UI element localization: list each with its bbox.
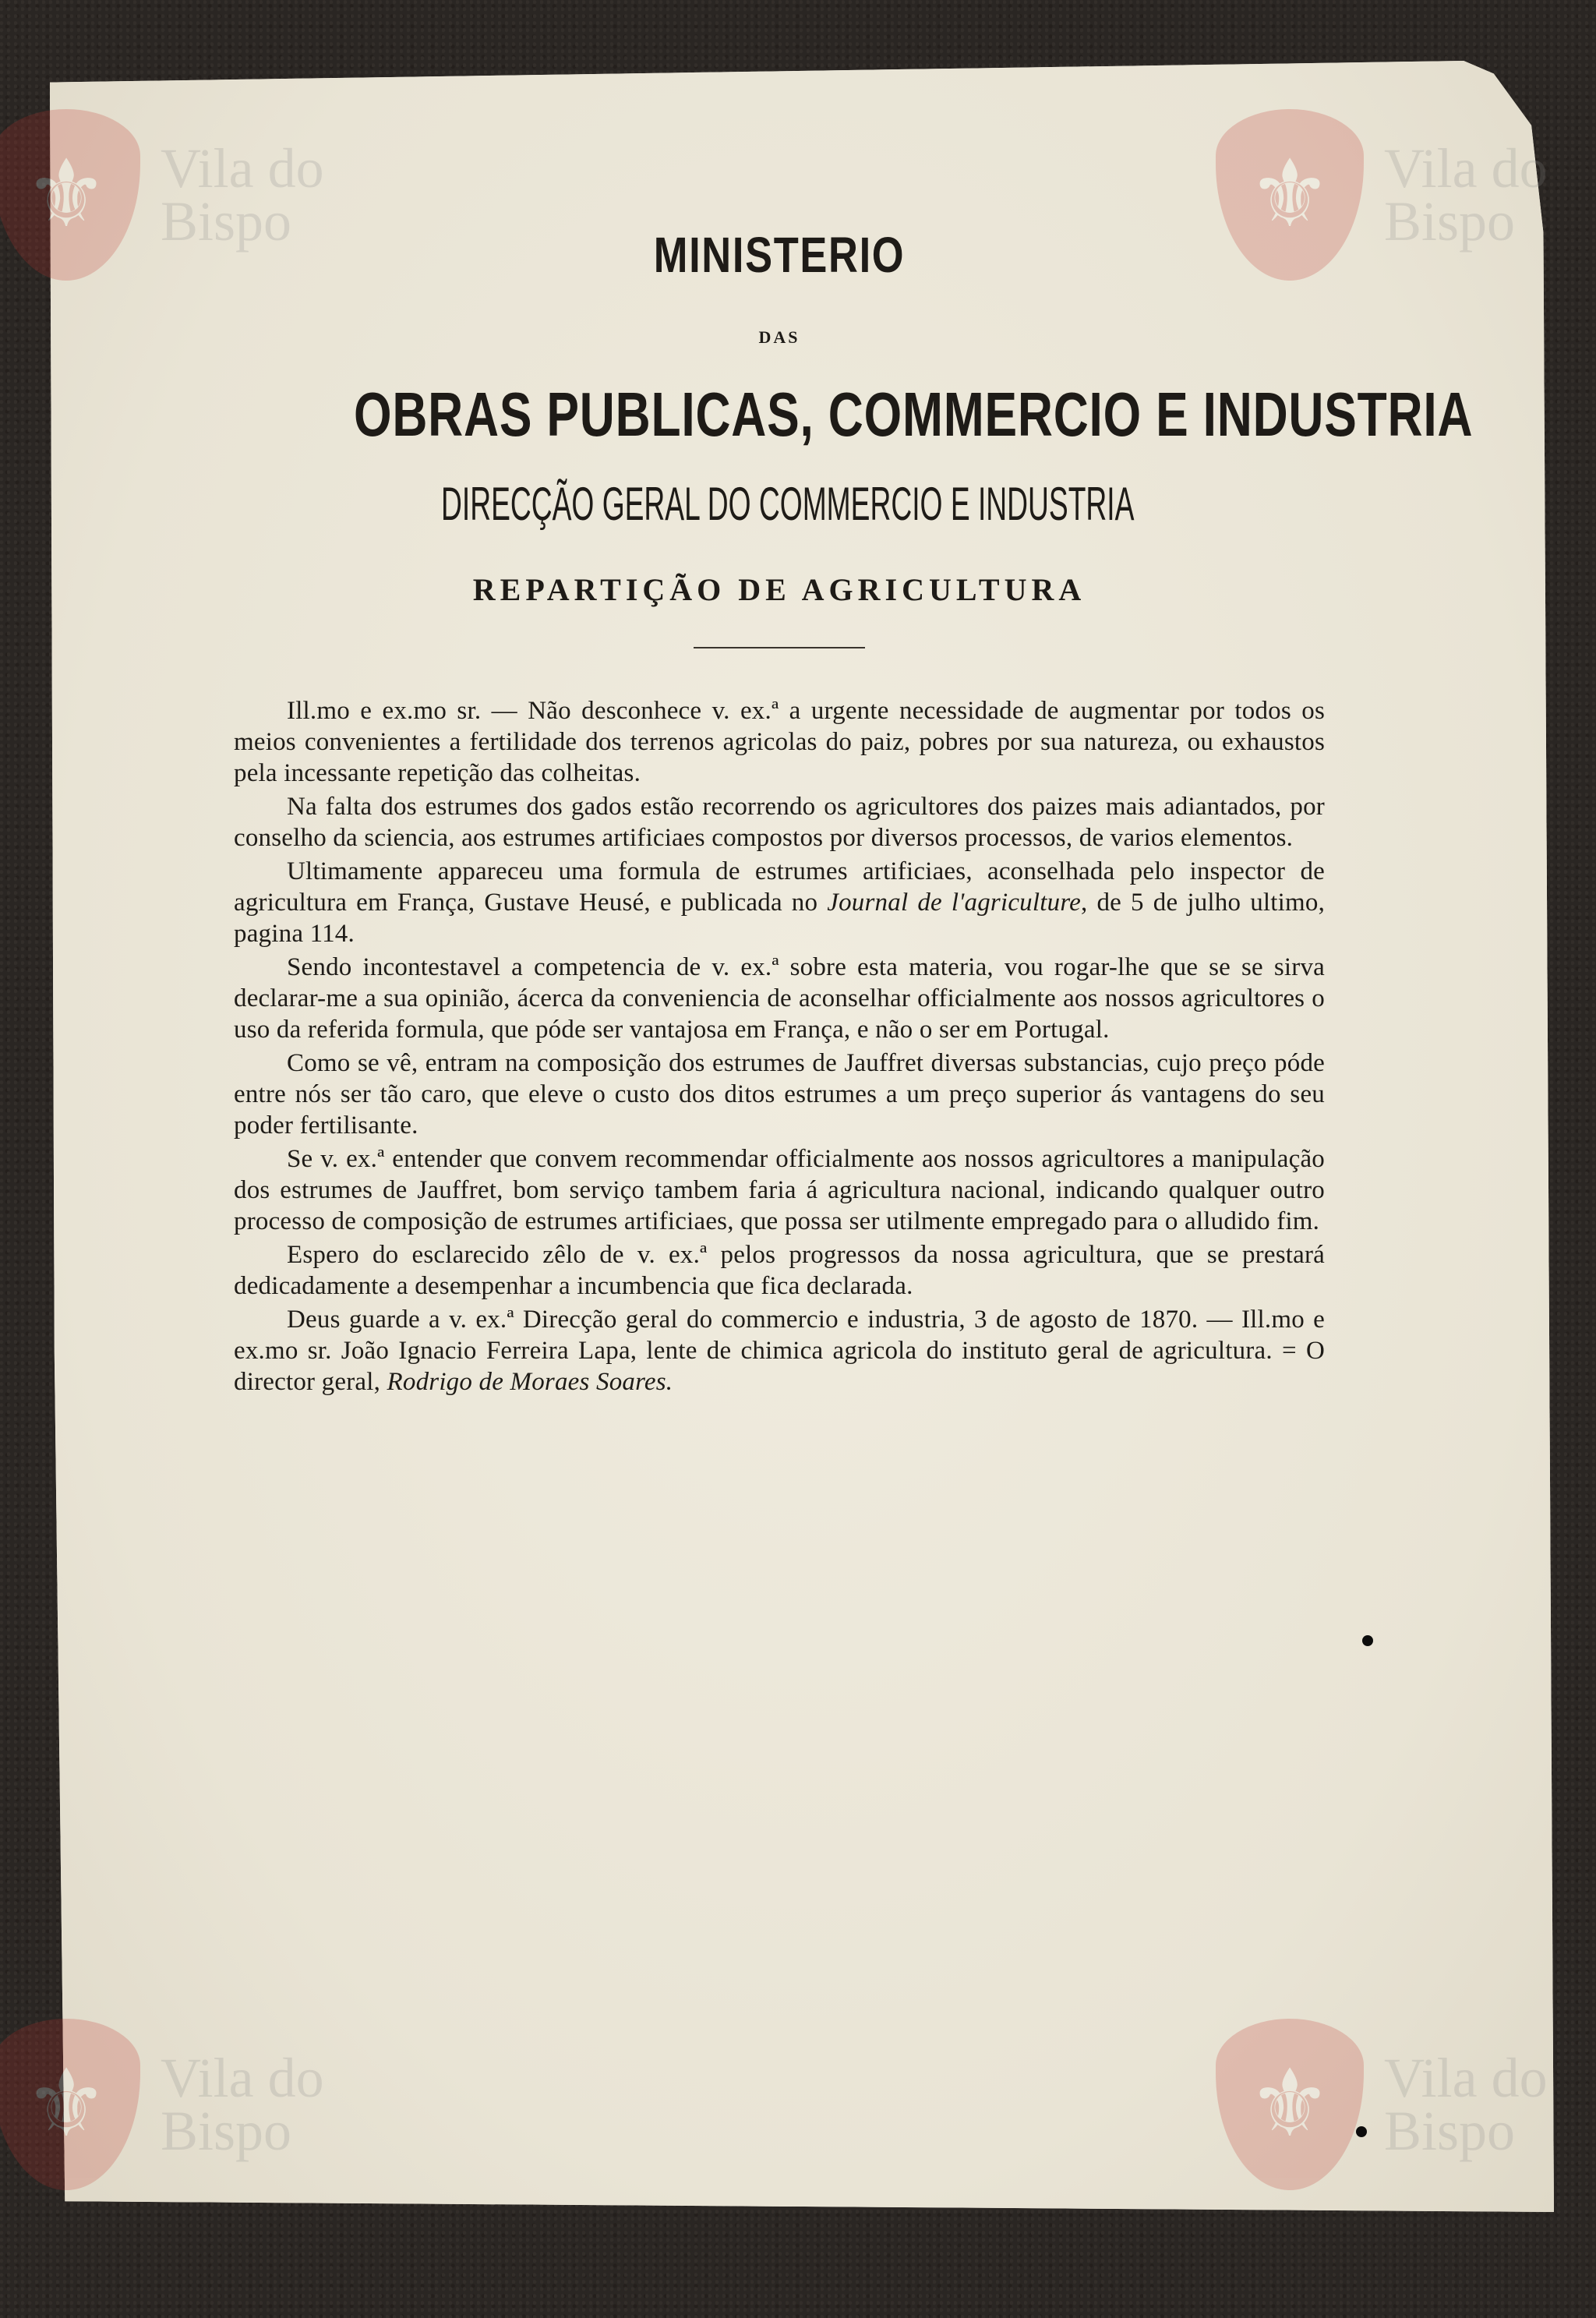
paragraph-4: Sendo incontestavel a competencia de v. ex.ª sobre esta materia, vou rogar-lhe que se se sirva declarar-me a sua opinião, ácerca da conveniencia de aconselhar officialmente aos nossos agricultores o uso da referida formula, que póde ser vantajosa em França, e não o ser em Portugal.	[234, 953, 1325, 1044]
ministry-name: OBRAS PUBLICAS, COMMERCIO E INDUSTRIA	[354, 380, 1474, 449]
signature: Rodrigo de Moraes Soares.	[387, 1368, 673, 1396]
journal-title: Journal de l'agriculture	[827, 889, 1081, 917]
ink-dot	[1362, 1635, 1373, 1646]
watermark-text: Vila do Bispo	[1384, 136, 1548, 253]
ministry-title: MINISTERIO	[653, 227, 906, 283]
directorate-title: DIRECÇÃO GERAL DO COMMERCIO E INDUSTRIA	[441, 478, 1135, 530]
watermark-bottom-right	[1216, 2019, 1563, 2190]
paragraph-6: Se v. ex.ª entender que convem recommendar officialmente aos nossos agricultores a manipulação dos estrumes de Jauffret, bom serviço tambem faria á agricultura nacional, indicando qualquer outro processo de composição de estrumes artificiaes, que possa ser utilmente empregado para o alludido fim.	[234, 1145, 1325, 1235]
department-title: REPARTIÇÃO DE AGRICULTURA	[472, 572, 1086, 607]
watermark-text: Vila do Bispo	[161, 136, 324, 253]
paragraph-1: Ill.mo e ex.mo sr. — Não desconhece v. ex.ª a urgente necessidade de augmentar por todos os meios convenientes a fertilidade dos terrenos agricolas do paiz, pobres por sua natureza, ou exhaustos pela incessante repetição das colheitas.	[234, 697, 1325, 787]
fleur-de-lis-icon: ⚜	[1216, 2019, 1364, 2190]
paragraph-2: Na falta dos estrumes dos gados estão recorrendo os agricultores dos paizes mais adiantados, por conselho da sciencia, aos estrumes artificiaes compostos por diversos processos, de varios elementos.	[234, 793, 1325, 852]
ink-dot	[1356, 2126, 1367, 2137]
watermark-text: Vila do Bispo	[1384, 2046, 1548, 2162]
paragraph-8: Deus guarde a v. ex.ª Direcção geral do commercio e industria, 3 de agosto de 1870. — Ill.mo e ex.mo sr. João Ignacio Ferreira Lapa, lente de chimica agricola do instituto geral de agricultura. = O director geral, Rodrigo de Moraes Soares.	[234, 1306, 1325, 1396]
paragraph-7: Espero do esclarecido zêlo de v. ex.ª pelos progressos da nossa agricultura, que se prestará dedicadamente a desempenhar a incumbencia que fica declarada.	[234, 1241, 1325, 1300]
divider	[694, 647, 865, 648]
watermark-bottom-left	[0, 2019, 340, 2190]
document-content	[234, 226, 1474, 1400]
fleur-de-lis-icon: ⚜	[0, 109, 140, 281]
fleur-de-lis-icon: ⚜	[1216, 109, 1364, 281]
paragraph-3: Ultimamente appareceu uma formula de estrumes artificiaes, aconselhada pelo inspector de agricultura em França, Gustave Heusé, e publicada no Journal de l'agriculture, de 5 de julho ultimo, pagina 114.	[234, 857, 1326, 948]
fleur-de-lis-icon: ⚜	[0, 2019, 140, 2190]
watermark-text: Vila do Bispo	[161, 2046, 324, 2162]
letter-body	[234, 695, 1325, 1398]
paragraph-5: Como se vê, entram na composição dos estrumes de Jauffret diversas substancias, cujo preço póde entre nós ser tão caro, que eleve o custo dos ditos estrumes a um preço superior ás vantagens do seu poder fertilisante.	[234, 1049, 1325, 1140]
ministry-connector: DAS	[758, 327, 800, 347]
